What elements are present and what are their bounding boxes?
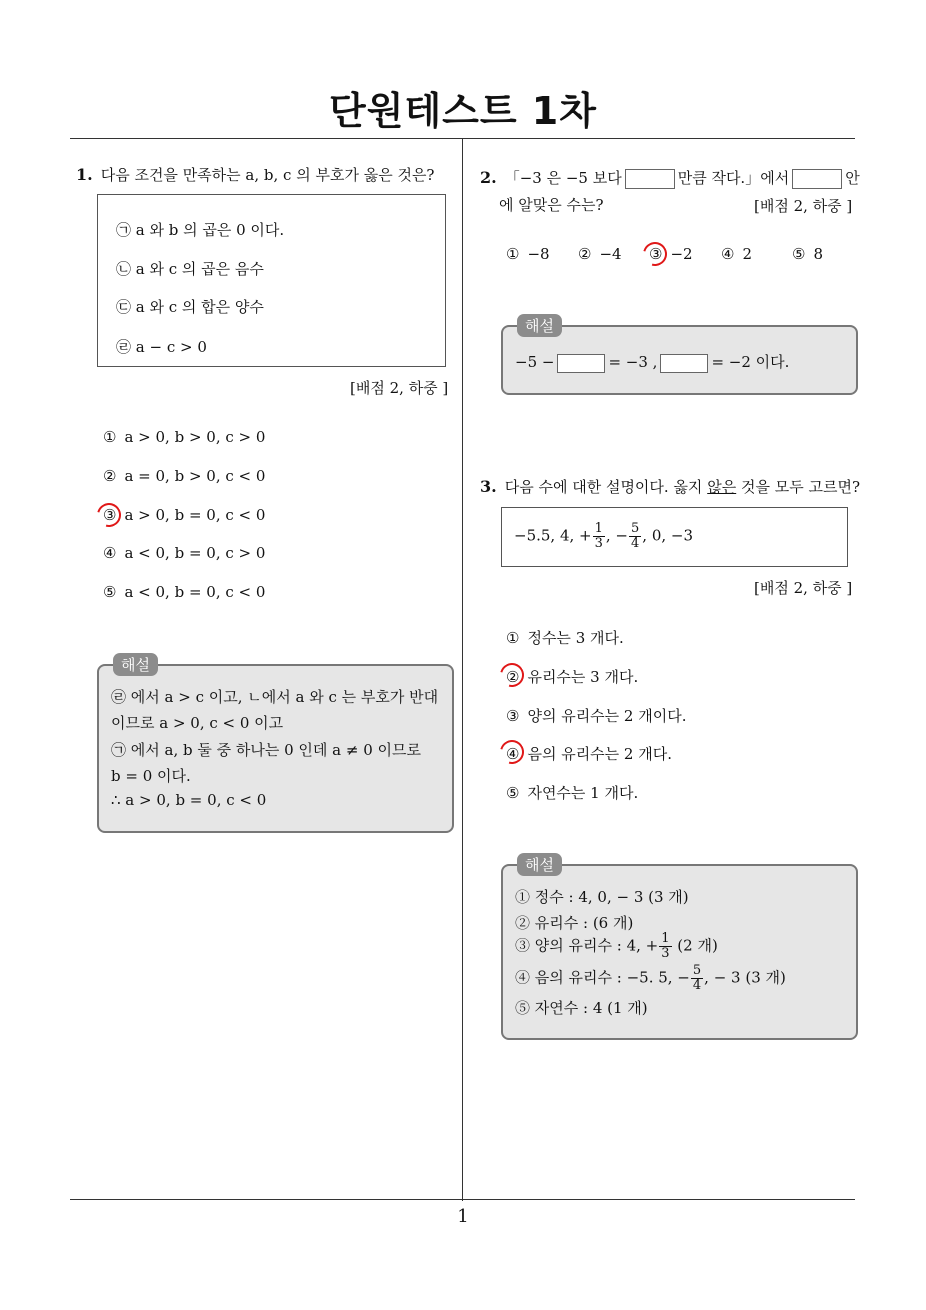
- answer-blank: [625, 169, 675, 189]
- question-1: [76, 162, 456, 188]
- points-label: [배점 2, 하중 ]: [754, 197, 853, 215]
- question-number: 1.: [76, 165, 93, 184]
- column-divider: [462, 139, 463, 1201]
- solution-label: 해설: [517, 314, 562, 337]
- solution-box: [501, 856, 858, 1040]
- solution-box: [501, 317, 858, 395]
- solution-box: [97, 656, 454, 833]
- choice-1[interactable]: ① 정수는 3 개다.: [506, 629, 624, 647]
- solution-label: 해설: [517, 853, 562, 876]
- choice-2[interactable]: ② 유리수는 3 개다.: [506, 668, 639, 686]
- solution-line: ㉠ 에서 a, b 둘 중 하나는 0 인데 a ≠ 0 이므로: [111, 741, 422, 759]
- solution-line: ∴ a > 0, b = 0, c < 0: [111, 791, 267, 809]
- solution-line: b = 0 이다.: [111, 767, 191, 785]
- solution-line: ④ 음의 유리수 : −5. 5, − $\frac{5}{4}$ , − 3 (3 개): [515, 963, 786, 993]
- choice-4[interactable]: ④ 음의 유리수는 2 개다.: [506, 745, 672, 763]
- numbers-list: −5.5, 4, + $\frac{1}{3}$ , − $\frac{5}{4}$ , 0, −3: [514, 521, 694, 551]
- numbers-box: [501, 507, 848, 567]
- choice-3[interactable]: ③ 양의 유리수는 2 개이다.: [506, 707, 687, 725]
- choice-2[interactable]: ② −4: [578, 245, 622, 263]
- question-3: 3. 다음 수에 대한 설명이다. 옳지 않은 것을 모두 고르면?: [480, 477, 860, 496]
- solution-line: ① 정수 : 4, 0, − 3 (3 개): [515, 888, 689, 906]
- solution-line: ③ 양의 유리수 : 4, + $\frac{1}{3}$ (2 개): [515, 931, 718, 961]
- condition-1: ㉠ a 와 b 의 곱은 0 이다.: [116, 221, 285, 239]
- choice-1[interactable]: ① a > 0, b > 0, c > 0: [103, 428, 266, 446]
- choice-5[interactable]: ⑤ 8: [792, 245, 823, 263]
- underlined-word: 않은: [707, 478, 737, 496]
- condition-2: ㉡ a 와 c 의 곱은 음수: [116, 260, 264, 278]
- answer-blank: [792, 169, 842, 189]
- question-number: 2.: [480, 168, 497, 187]
- choice-5[interactable]: ⑤ 자연수는 1 개다.: [506, 784, 639, 802]
- points-label: [배점 2, 하중 ]: [350, 379, 449, 397]
- choice-1[interactable]: ① −8: [506, 245, 550, 263]
- choice-4[interactable]: ④ 2: [721, 245, 752, 263]
- answer-mark: [93, 499, 126, 532]
- choice-2[interactable]: ② a = 0, b > 0, c < 0: [103, 467, 266, 485]
- question-2-cont: 에 알맞은 수는?: [499, 196, 604, 214]
- solution-label: 해설: [113, 653, 158, 676]
- choice-3[interactable]: ③ −2: [649, 245, 693, 263]
- answer-blank: [660, 354, 708, 373]
- question-number: 3.: [480, 477, 497, 496]
- points-label: [배점 2, 하중 ]: [754, 579, 853, 597]
- choice-4[interactable]: ④ a < 0, b = 0, c > 0: [103, 544, 266, 562]
- conditions-box: [97, 194, 446, 367]
- solution-line: 이므로 a > 0, c < 0 이고: [111, 714, 284, 732]
- solution-line: −5 − = −3 , = −2 이다.: [515, 353, 790, 371]
- solution-line: ⑤ 자연수 : 4 (1 개): [515, 999, 648, 1017]
- question-2: 2. 「−3 은 −5 보다 만큼 작다.」에서 안: [480, 168, 860, 187]
- page-number: 1: [457, 1206, 469, 1227]
- answer-mark: [639, 238, 672, 271]
- bottom-rule: [70, 1199, 855, 1200]
- fraction: $\frac{1}{3}$: [661, 931, 670, 961]
- page-title: 단원테스트 1차: [329, 89, 597, 133]
- question-text: 다음 조건을 만족하는 a, b, c 의 부호가 옳은 것은?: [100, 166, 435, 184]
- fraction: $\frac{5}{4}$: [631, 521, 640, 551]
- solution-line: ② 유리수 : (6 개): [515, 914, 634, 932]
- fraction: $\frac{5}{4}$: [692, 963, 702, 993]
- solution-line: ㉣ 에서 a > c 이고, ㄴ에서 a 와 c 는 부호가 반대: [111, 688, 439, 706]
- condition-3: ㉢ a 와 c 의 합은 양수: [116, 298, 264, 316]
- condition-4: ㉣ a − c > 0: [116, 338, 207, 356]
- answer-blank: [557, 354, 605, 373]
- fraction: $\frac{1}{3}$: [594, 521, 603, 551]
- choice-3[interactable]: ③ a > 0, b = 0, c < 0: [103, 506, 266, 524]
- choice-5[interactable]: ⑤ a < 0, b = 0, c < 0: [103, 583, 266, 601]
